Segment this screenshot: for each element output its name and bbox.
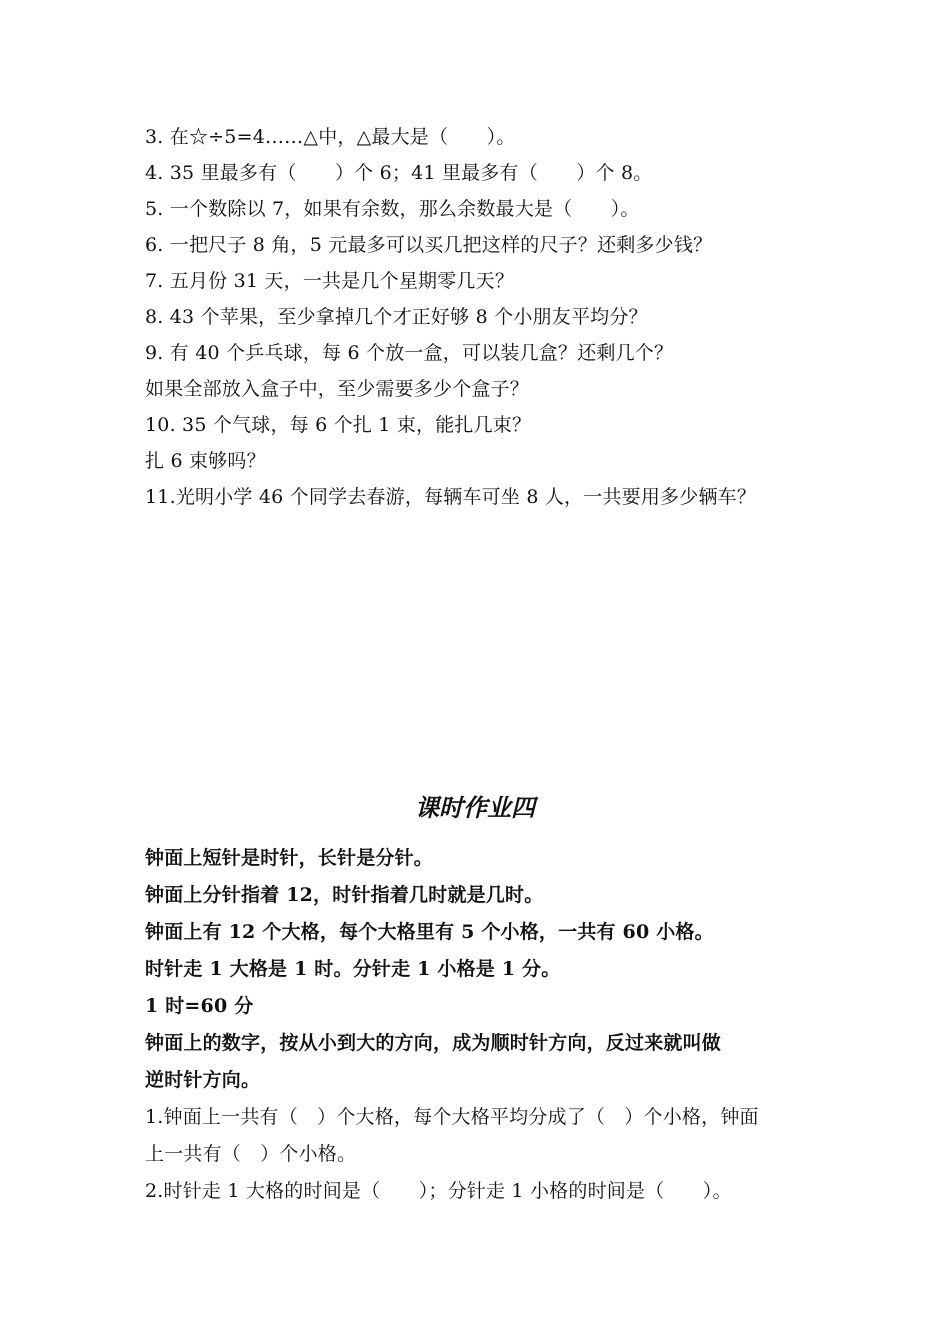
question-10-continued: 扎 6 束够吗？ <box>145 450 266 472</box>
question-8: 8. 43 个苹果，至少拿掉几个才正好够 8 个小朋友平均分？ <box>145 306 648 328</box>
question-7: 7. 五月份 31 天，一共是几个星期零几天？ <box>145 270 515 292</box>
note-5: 1 时=60 分 <box>145 995 254 1017</box>
question-9-continued: 如果全部放入盒子中，至少需要多少个盒子？ <box>145 378 530 400</box>
question-10: 10. 35 个气球，每 6 个扎 1 束，能扎几束？ <box>145 414 532 436</box>
question-6: 6. 一把尺子 8 角，5 元最多可以买几把这样的尺子？还剩多少钱？ <box>145 234 713 256</box>
question-11: 11.光明小学 46 个同学去春游，每辆车可坐 8 人，一共要用多少辆车？ <box>145 486 757 508</box>
section-title: 课时作业四 <box>415 793 535 822</box>
exercise-2: 2.时针走 1 大格的时间是（ ）；分针走 1 小格的时间是（ ）。 <box>145 1180 732 1202</box>
note-6-continued: 逆时针方向。 <box>145 1069 261 1091</box>
note-6: 钟面上的数字，按从小到大的方向，成为顺时针方向，反过来就叫做 <box>145 1032 722 1054</box>
note-1: 钟面上短针是时针，长针是分针。 <box>145 847 434 869</box>
question-5: 5. 一个数除以 7，如果有余数，那么余数最大是（ ）。 <box>145 198 640 220</box>
note-4: 时针走 1 大格是 1 时。分针走 1 小格是 1 分。 <box>145 958 561 980</box>
note-3: 钟面上有 12 个大格，每个大格里有 5 个小格，一共有 60 小格。 <box>145 921 714 943</box>
question-4: 4. 35 里最多有（ ）个 6；41 里最多有（ ）个 8。 <box>145 162 653 184</box>
question-9: 9. 有 40 个乒乓球，每 6 个放一盒，可以装几盒？还剩几个？ <box>145 342 674 364</box>
exercise-1-continued: 上一共有（ ）个小格。 <box>145 1143 357 1165</box>
question-3: 3. 在☆÷5=4……△中，△最大是（ ）。 <box>145 126 516 148</box>
exercise-1: 1.钟面上一共有（ ）个大格，每个大格平均分成了（ ）个小格，钟面 <box>145 1106 759 1128</box>
note-2: 钟面上分针指着 12，时针指着几时就是几时。 <box>145 884 544 906</box>
